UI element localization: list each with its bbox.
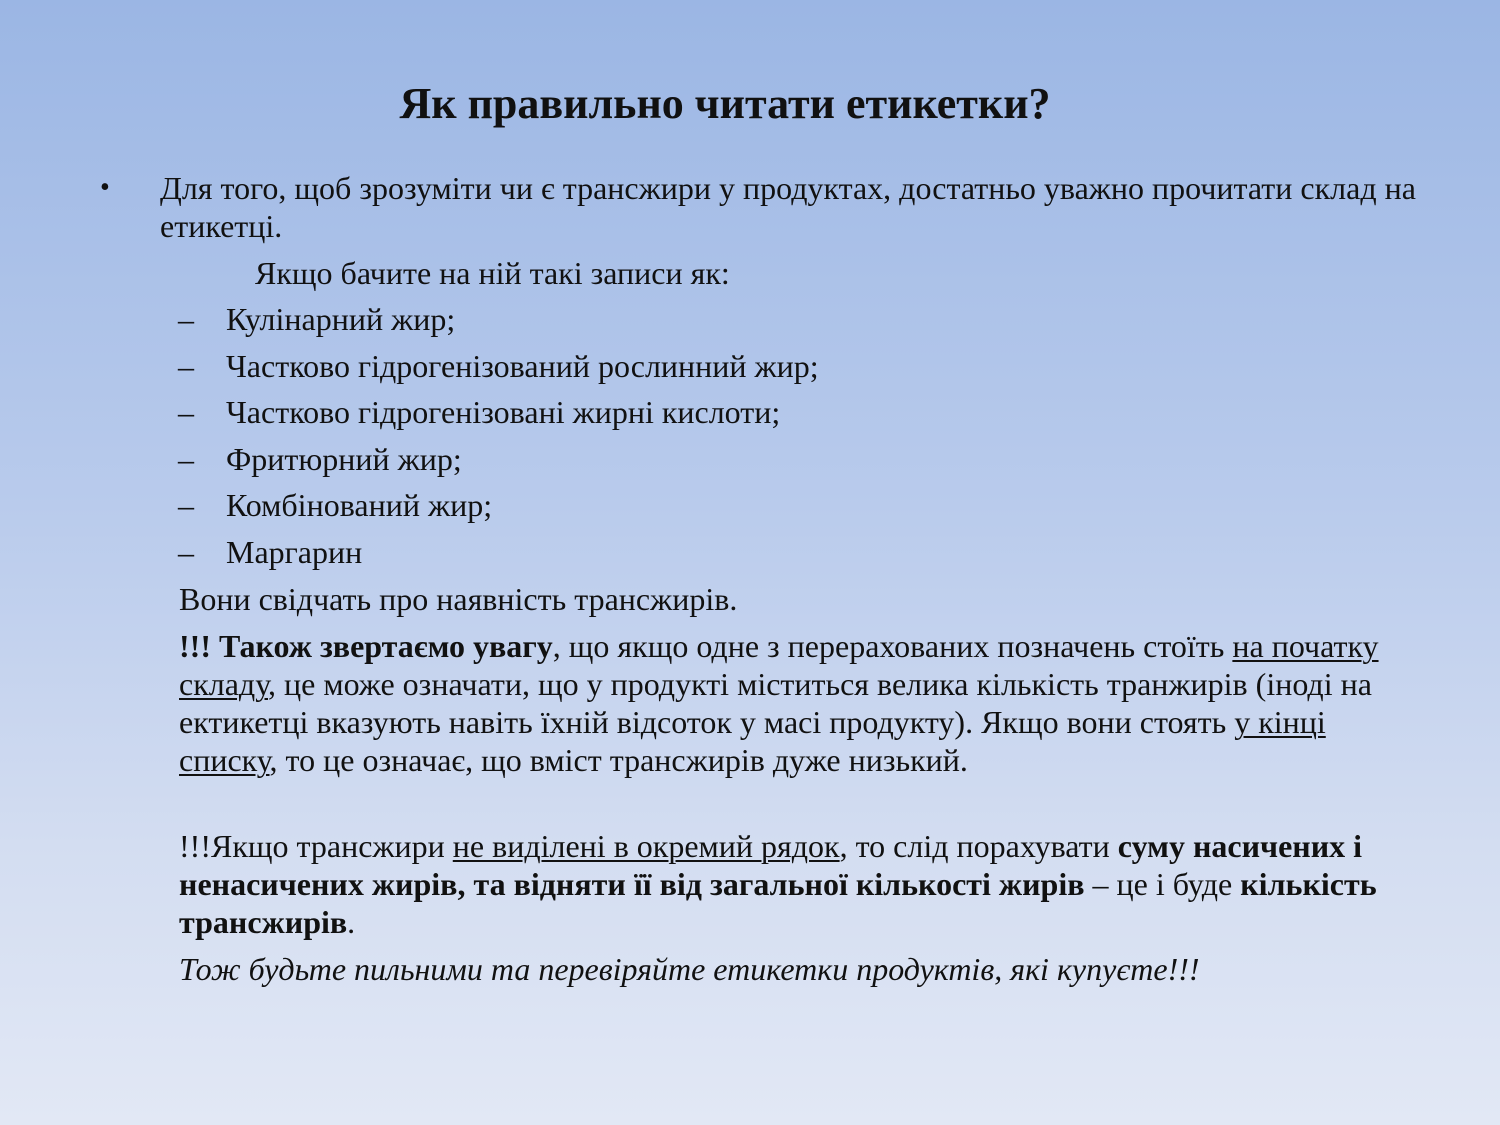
note-text: , то це означає, що вміст трансжирів дуже низький. [269,742,968,778]
calculation-note [179,827,1424,941]
bold-calculation: суму насичених і ненасичених жирів, та відняти її від загальної кількості жирів [179,828,1363,902]
bold-trans-fat-amount: кількість трансжирів [179,866,1377,940]
list-item-text: Комбінований жир; [226,487,493,524]
attention-lead: !!! Також звертаємо увагу [179,628,553,664]
ingredient-order-note [179,627,1424,779]
dash-marker: – [178,301,194,337]
intro-line: Якщо бачите на ній такі записи як: [255,255,730,291]
bullet-marker: • [100,172,110,203]
underlined-end-of-list: у кінці списку [179,704,1326,778]
dash-marker: – [178,440,194,477]
dash-marker: – [178,533,194,570]
list-item-text: Частково гідрогенізований рослинний жир; [226,347,819,384]
bullet-text: Для того, щоб зрозуміти чи є трансжири у продуктах, достатньо уважно прочитати склад на етикетці. [160,170,1416,244]
note-text: !!!Якщо трансжири [179,828,453,864]
closing-advice: Тож будьте пильними та перевіряйте етикетки продуктів, які купуєте!!! [179,951,1200,987]
note-text: . [347,904,356,940]
note-text: , що якщо одне з перерахованих позначень стоїть [552,628,1233,664]
underlined-separate-line: не виділені в окремий рядок [452,828,840,864]
slide-title: Як правильно читати етикетки? [399,79,1051,128]
underlined-start-of-list: на початку складу [179,628,1379,702]
dash-marker: – [178,347,194,384]
list-item-text: Маргарин [226,533,363,570]
dash-marker: – [178,487,194,524]
note-text: , то слід порахувати [839,828,1118,864]
list-item-text: Частково гідрогенізовані жирні кислоти; [226,394,781,431]
note-text: , це може означати, що у продукті міститься велика кількість транжирів (іноді на ектикетці вказують навіть їхній відсоток у масі продукту). Якщо вони стоять [179,666,1372,740]
trans-fat-presence-note: Вони свідчать про наявність трансжирів. [179,581,738,617]
list-item-text: Фритюрний жир; [226,440,462,477]
list-item-text: Кулінарний жир; [226,301,456,337]
note-text: – це і буде [1084,866,1241,902]
dash-marker: – [178,394,194,431]
